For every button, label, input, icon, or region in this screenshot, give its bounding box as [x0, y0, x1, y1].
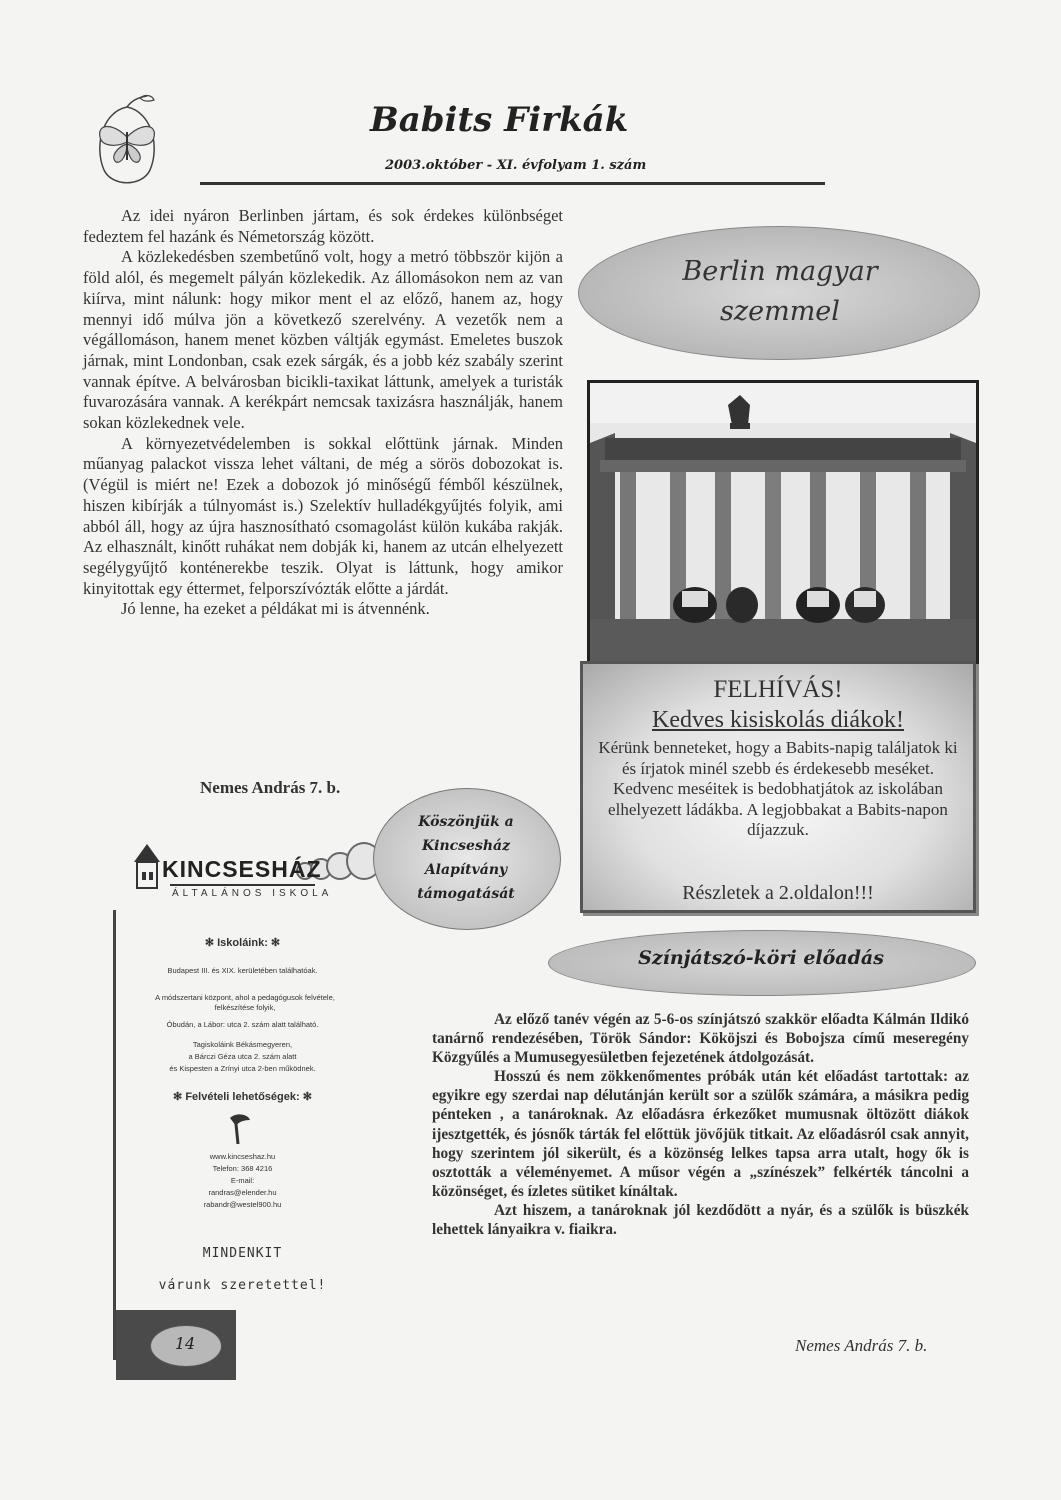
szinjatszo-heading: Színjátszó-köri előadás: [638, 947, 884, 969]
schools-line: Budapest III. és XIX. kerületében találhatóak.: [167, 966, 318, 975]
notice-subheading: Kedves kisiskolás diákok!: [652, 707, 904, 733]
contact-phone: Telefon: 368 4216: [212, 1164, 273, 1173]
article-author: Nemes András 7. b.: [200, 778, 341, 797]
logo-divider: [170, 884, 315, 886]
schools-heading: ✻ Iskoláink: ✻: [204, 937, 281, 949]
admission-heading-text: Felvételi lehetőségek:: [185, 1091, 300, 1103]
schools-heading-text: Iskoláink:: [217, 937, 268, 949]
butterfly-pear-logo: [82, 92, 172, 192]
contact-email: rabandr@westel900.hu: [203, 1200, 282, 1209]
berlin-heading-line: szemmel: [720, 296, 840, 327]
newspaper-title: Babits Firkák: [370, 100, 629, 140]
page-number: 14: [174, 1334, 196, 1353]
article-paragraph: Jó lenne, ha ezeket a példákat mi is átvennénk.: [121, 599, 430, 619]
quill-icon: [226, 1112, 252, 1151]
berlin-heading-line: Berlin magyar: [682, 256, 878, 287]
article-author: Nemes András 7. b.: [795, 1336, 928, 1355]
thanks-line: támogatását: [417, 886, 515, 902]
notice-body: Kérünk benneteket, hogy a Babits-napig találjatok ki és írjatok minél szebb és érdekesebb meséket. Kedvenc meséitek is bedobhatjátok az iskolában elhelyezett ládákba. A legjobbakat a Babits-napon díjazzuk.: [598, 738, 958, 839]
schools-line: Tagiskoláink Békásmegyeren,: [192, 1040, 293, 1049]
article-paragraph: A közlekedésben szembetűnő volt, hogy a metró többször kijön a föld alól, és megemelt pályán közlekedik. Az állomásokon nem az van kiírva, mint nálunk: hogy mikor ment el az előző, hanem az, hogy mennyi idő múlva jön a következő szerelvény. A vezetők nem a végállomáson, hanem menet közben váltják egymást. Emeletes buszok járnak, mint Londonban, csak ezek sárgák, és a jobb kéz szabály szerint vannak építve. A belvárosban bicikli-taxikat láttunk, amelyek a turisták fuvarozására vannak. A kerékpárt nemcsak taxizásra használják, hanem sokan közlekednek vele.: [83, 247, 563, 433]
article-paragraph: Az idei nyáron Berlinben jártam, és sok érdekes különbséget fedeztem fel hazánk és Németország között.: [83, 206, 563, 246]
thanks-text: [378, 810, 554, 906]
contact-web: www.kincseshaz.hu: [209, 1152, 276, 1161]
szinjatszo-article: [432, 1010, 969, 1239]
schools-line: és Kispesten a Zrínyi utca 2-ben működnek.: [169, 1064, 316, 1073]
masthead-divider: [200, 182, 825, 185]
brandenburg-gate-photo: [587, 380, 979, 666]
article-paragraph: A környezetvédelemben is sokkal előttünk járnak. Minden műanyag palackot vissza lehet váltani, de még a sörös dobozokat is. (Végül is miért ne! Ezek a dobozok jó minőségű fémből készülnek, hiszen kibírják a túlnyomást is.) Szelektív hulladékgyűjtés folyik, ami abból áll, hogy az újra hasznosítható csomagolást külön kukába rakják. Az elhasznált, kinőtt ruhákat nem dobják ki, hanem az utcán elhelyezett segélygyűjtő konténerekbe teszik. Olyat is láttunk, hogy amikor kinyitottak egy éttermet, felporszívózták előtte a járdát.: [83, 433, 563, 598]
issue-line: 2003.október - XI. évfolyam 1. szám: [385, 158, 647, 173]
schools-line: Óbudán, a Lábor: utca 2. szám alatt található.: [166, 1020, 319, 1029]
thanks-line: Alapítvány: [424, 862, 508, 878]
house-icon: [132, 842, 162, 895]
schools-line: A módszertani központ, ahol a pedagógusok felvétele, felkészítése folyik,: [155, 993, 335, 1012]
handwritten-line: MINDENKIT: [202, 1246, 283, 1261]
contact-email-label: E-mail:: [230, 1176, 255, 1185]
article-paragraph: Azt hiszem, a tanároknak jól kezdődött a nyár, és a szülők is büszkék lehettek lányaikra v. fiaikra.: [432, 1201, 969, 1239]
thanks-line: Köszönjük a: [418, 814, 514, 830]
kincseshaz-subtitle: ÁLTALÁNOS ISKOLA: [172, 888, 333, 899]
contact-email: randras@elender.hu: [208, 1188, 277, 1197]
notice-footer: Részletek a 2.oldalon!!!: [682, 882, 874, 904]
article-paragraph: Az előző tanév végén az 5-6-os színjátszó szakkör előadta Kálmán Ildikó tanárnő rendezésében, Török Sándor: Kököjszi és Bobojsza című meseregény Közgyűlés a Mumusegyesületben fejezetének átdolgozását.: [432, 1011, 969, 1067]
article-paragraph: Hosszú és nem zökkenőmentes próbák után két előadást tartottak: az egyikre egy szerdai nap délutánján került sor a szülők számára, a másikra pedig pénteken , a tanároknak. Az előadásra érkezőket mumusnak öltözött diákok ijesztgették, és jósnők tárták fel előttük jövőjük titkait. Az előadásról csak annyit, hogy szerintem jól sikerült, és a közönség lelkes tapsa arra utalt, hogy ők is osztották a véleményemet. A műsor végén a „színészek” felkérték táncolni a közönséget, és ízletes sütiket kínáltak.: [432, 1068, 969, 1200]
thanks-line: Kincsesház: [421, 838, 511, 854]
berlin-article: [83, 206, 563, 620]
berlin-heading: [605, 252, 955, 332]
admission-heading: ✻ Felvételi lehetőségek: ✻: [173, 1091, 312, 1103]
kincseshaz-logo: KINCSESHÁZ: [162, 856, 322, 882]
schools-line: a Bárczi Géza utca 2. szám alatt: [188, 1052, 297, 1061]
handwritten-line: várunk szeretettel!: [158, 1278, 327, 1293]
notice-heading: FELHÍVÁS!: [713, 676, 843, 703]
